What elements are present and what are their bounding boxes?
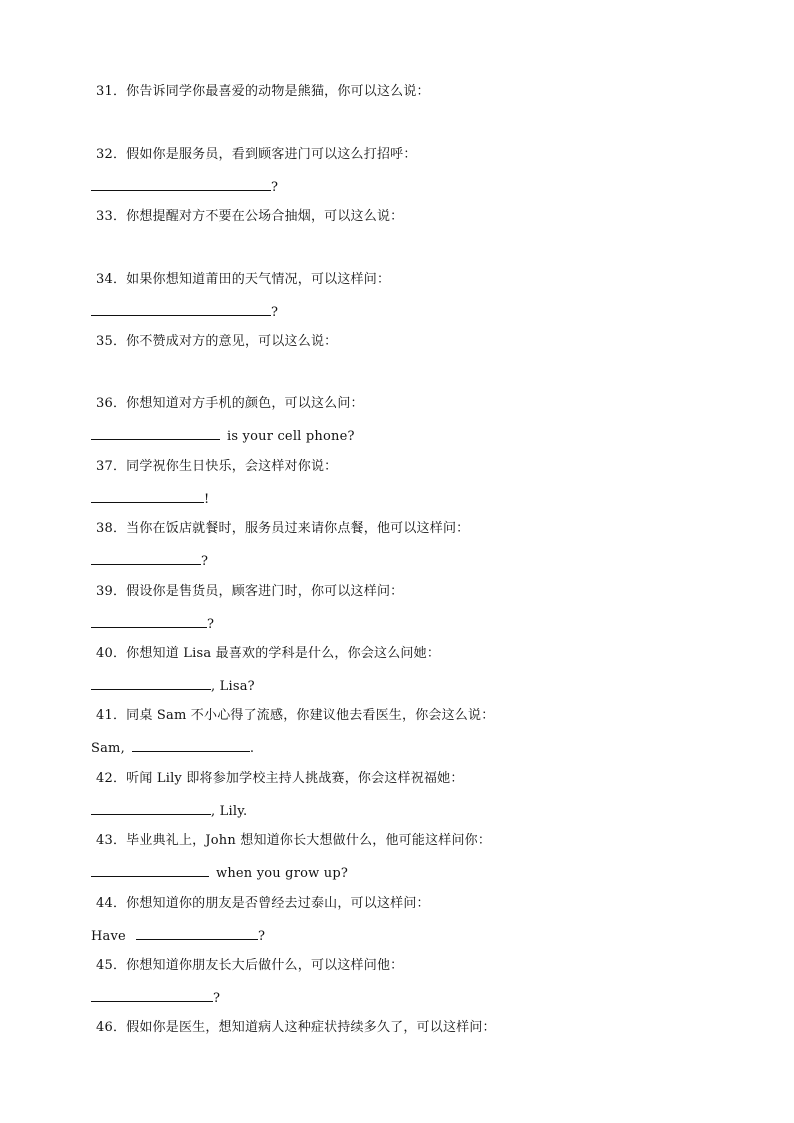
answer-blank[interactable] (91, 615, 207, 628)
question-34 (96, 272, 390, 288)
question-44 (96, 896, 430, 912)
question-36 (96, 396, 364, 412)
question-32 (96, 147, 417, 163)
answer-blank[interactable] (91, 303, 271, 316)
answer-prefix: Have (91, 929, 126, 944)
question-45 (96, 958, 403, 974)
answer-blank[interactable] (91, 552, 201, 565)
question-39 (96, 584, 403, 600)
question-number: 41． (96, 708, 127, 723)
answer-line-43 (91, 864, 348, 882)
question-number: 45． (96, 958, 127, 973)
answer-line-44 (91, 927, 265, 945)
question-number: 44． (96, 896, 127, 911)
answer-suffix: ? (257, 929, 266, 944)
question-prompt: 同桌 Sam 不小心得了流感，你建议他去看医生，你会这么说： (126, 708, 495, 723)
answer-line-38 (91, 552, 208, 570)
question-prompt: 听闻 Lily 即将参加学校主持人挑战赛，你会这样祝福她： (126, 771, 464, 786)
answer-line-42 (91, 802, 247, 820)
question-number: 43． (96, 833, 127, 848)
question-number: 42． (96, 771, 127, 786)
question-33 (96, 209, 403, 225)
answer-suffix: ? (213, 991, 221, 1006)
question-number: 37． (96, 459, 127, 474)
question-31 (96, 84, 430, 100)
answer-line-34 (91, 303, 278, 321)
question-41 (96, 708, 494, 724)
question-40 (96, 646, 440, 662)
question-number: 34． (96, 272, 127, 287)
question-number: 35． (96, 334, 127, 349)
answer-line-36 (91, 427, 355, 445)
answer-suffix: , Lisa? (211, 679, 255, 694)
question-42 (96, 771, 464, 787)
question-prompt: 如果你想知道莆田的天气情况，可以这样问： (126, 272, 391, 287)
question-prompt: 当你在饭店就餐时，服务员过来请你点餐，他可以这样问： (126, 521, 470, 536)
answer-suffix: ? (207, 617, 215, 632)
question-number: 32． (96, 147, 127, 162)
question-38 (96, 521, 469, 537)
question-35 (96, 334, 337, 350)
answer-blank[interactable] (136, 927, 258, 940)
answer-suffix: when you grow up? (216, 866, 349, 881)
answer-suffix: is your cell phone? (227, 429, 355, 444)
question-prompt: 你告诉同学你最喜爱的动物是熊猫，你可以这么说： (126, 84, 430, 99)
question-37 (96, 459, 337, 475)
answer-suffix: ? (201, 554, 209, 569)
answer-suffix: , Lily. (211, 804, 248, 819)
question-prompt: 你想知道对方手机的颜色，可以这么问： (126, 396, 364, 411)
answer-prefix: Sam, (91, 741, 125, 756)
answer-line-39 (91, 615, 214, 633)
answer-suffix: ? (271, 180, 279, 195)
answer-line-40 (91, 677, 255, 695)
question-number: 38． (96, 521, 127, 536)
question-number: 36． (96, 396, 127, 411)
answer-blank[interactable] (91, 677, 211, 690)
answer-blank[interactable] (91, 427, 220, 440)
question-prompt: 同学祝你生日快乐，会这样对你说： (126, 459, 338, 474)
question-prompt: 你想知道你朋友长大后做什么，可以这样问他： (126, 958, 404, 973)
answer-suffix: . (249, 741, 255, 756)
answer-blank[interactable] (132, 739, 250, 752)
question-prompt: 假如你是服务员，看到顾客进门可以这么打招呼： (126, 147, 417, 162)
question-43 (96, 833, 491, 849)
question-prompt: 你想提醒对方不要在公场合抽烟，可以这么说： (126, 209, 404, 224)
question-prompt: 毕业典礼上，John 想知道你长大想做什么，他可能这样问你： (126, 833, 492, 848)
question-prompt: 你不赞成对方的意见，可以这么说： (126, 334, 338, 349)
answer-blank[interactable] (91, 864, 209, 877)
question-number: 33． (96, 209, 127, 224)
answer-line-37 (91, 490, 209, 508)
answer-blank[interactable] (91, 989, 213, 1002)
answer-line-32 (91, 178, 278, 196)
answer-suffix: ! (204, 492, 210, 507)
question-prompt: 假设你是售货员，顾客进门时，你可以这样问： (126, 584, 404, 599)
answer-line-45 (91, 989, 220, 1007)
question-number: 46． (96, 1020, 127, 1035)
question-number: 39． (96, 584, 127, 599)
question-prompt: 你想知道你的朋友是否曾经去过泰山，可以这样问： (126, 896, 430, 911)
question-prompt: 你想知道 Lisa 最喜欢的学科是什么，你会这么问她： (126, 646, 441, 661)
answer-line-41 (91, 739, 254, 757)
answer-blank[interactable] (91, 802, 211, 815)
question-prompt: 假如你是医生，想知道病人这种症状持续多久了，可以这样问： (126, 1020, 496, 1035)
question-number: 40． (96, 646, 127, 661)
question-46 (96, 1020, 496, 1036)
question-number: 31． (96, 84, 127, 99)
answer-suffix: ? (271, 305, 279, 320)
answer-blank[interactable] (91, 178, 271, 191)
answer-blank[interactable] (91, 490, 204, 503)
